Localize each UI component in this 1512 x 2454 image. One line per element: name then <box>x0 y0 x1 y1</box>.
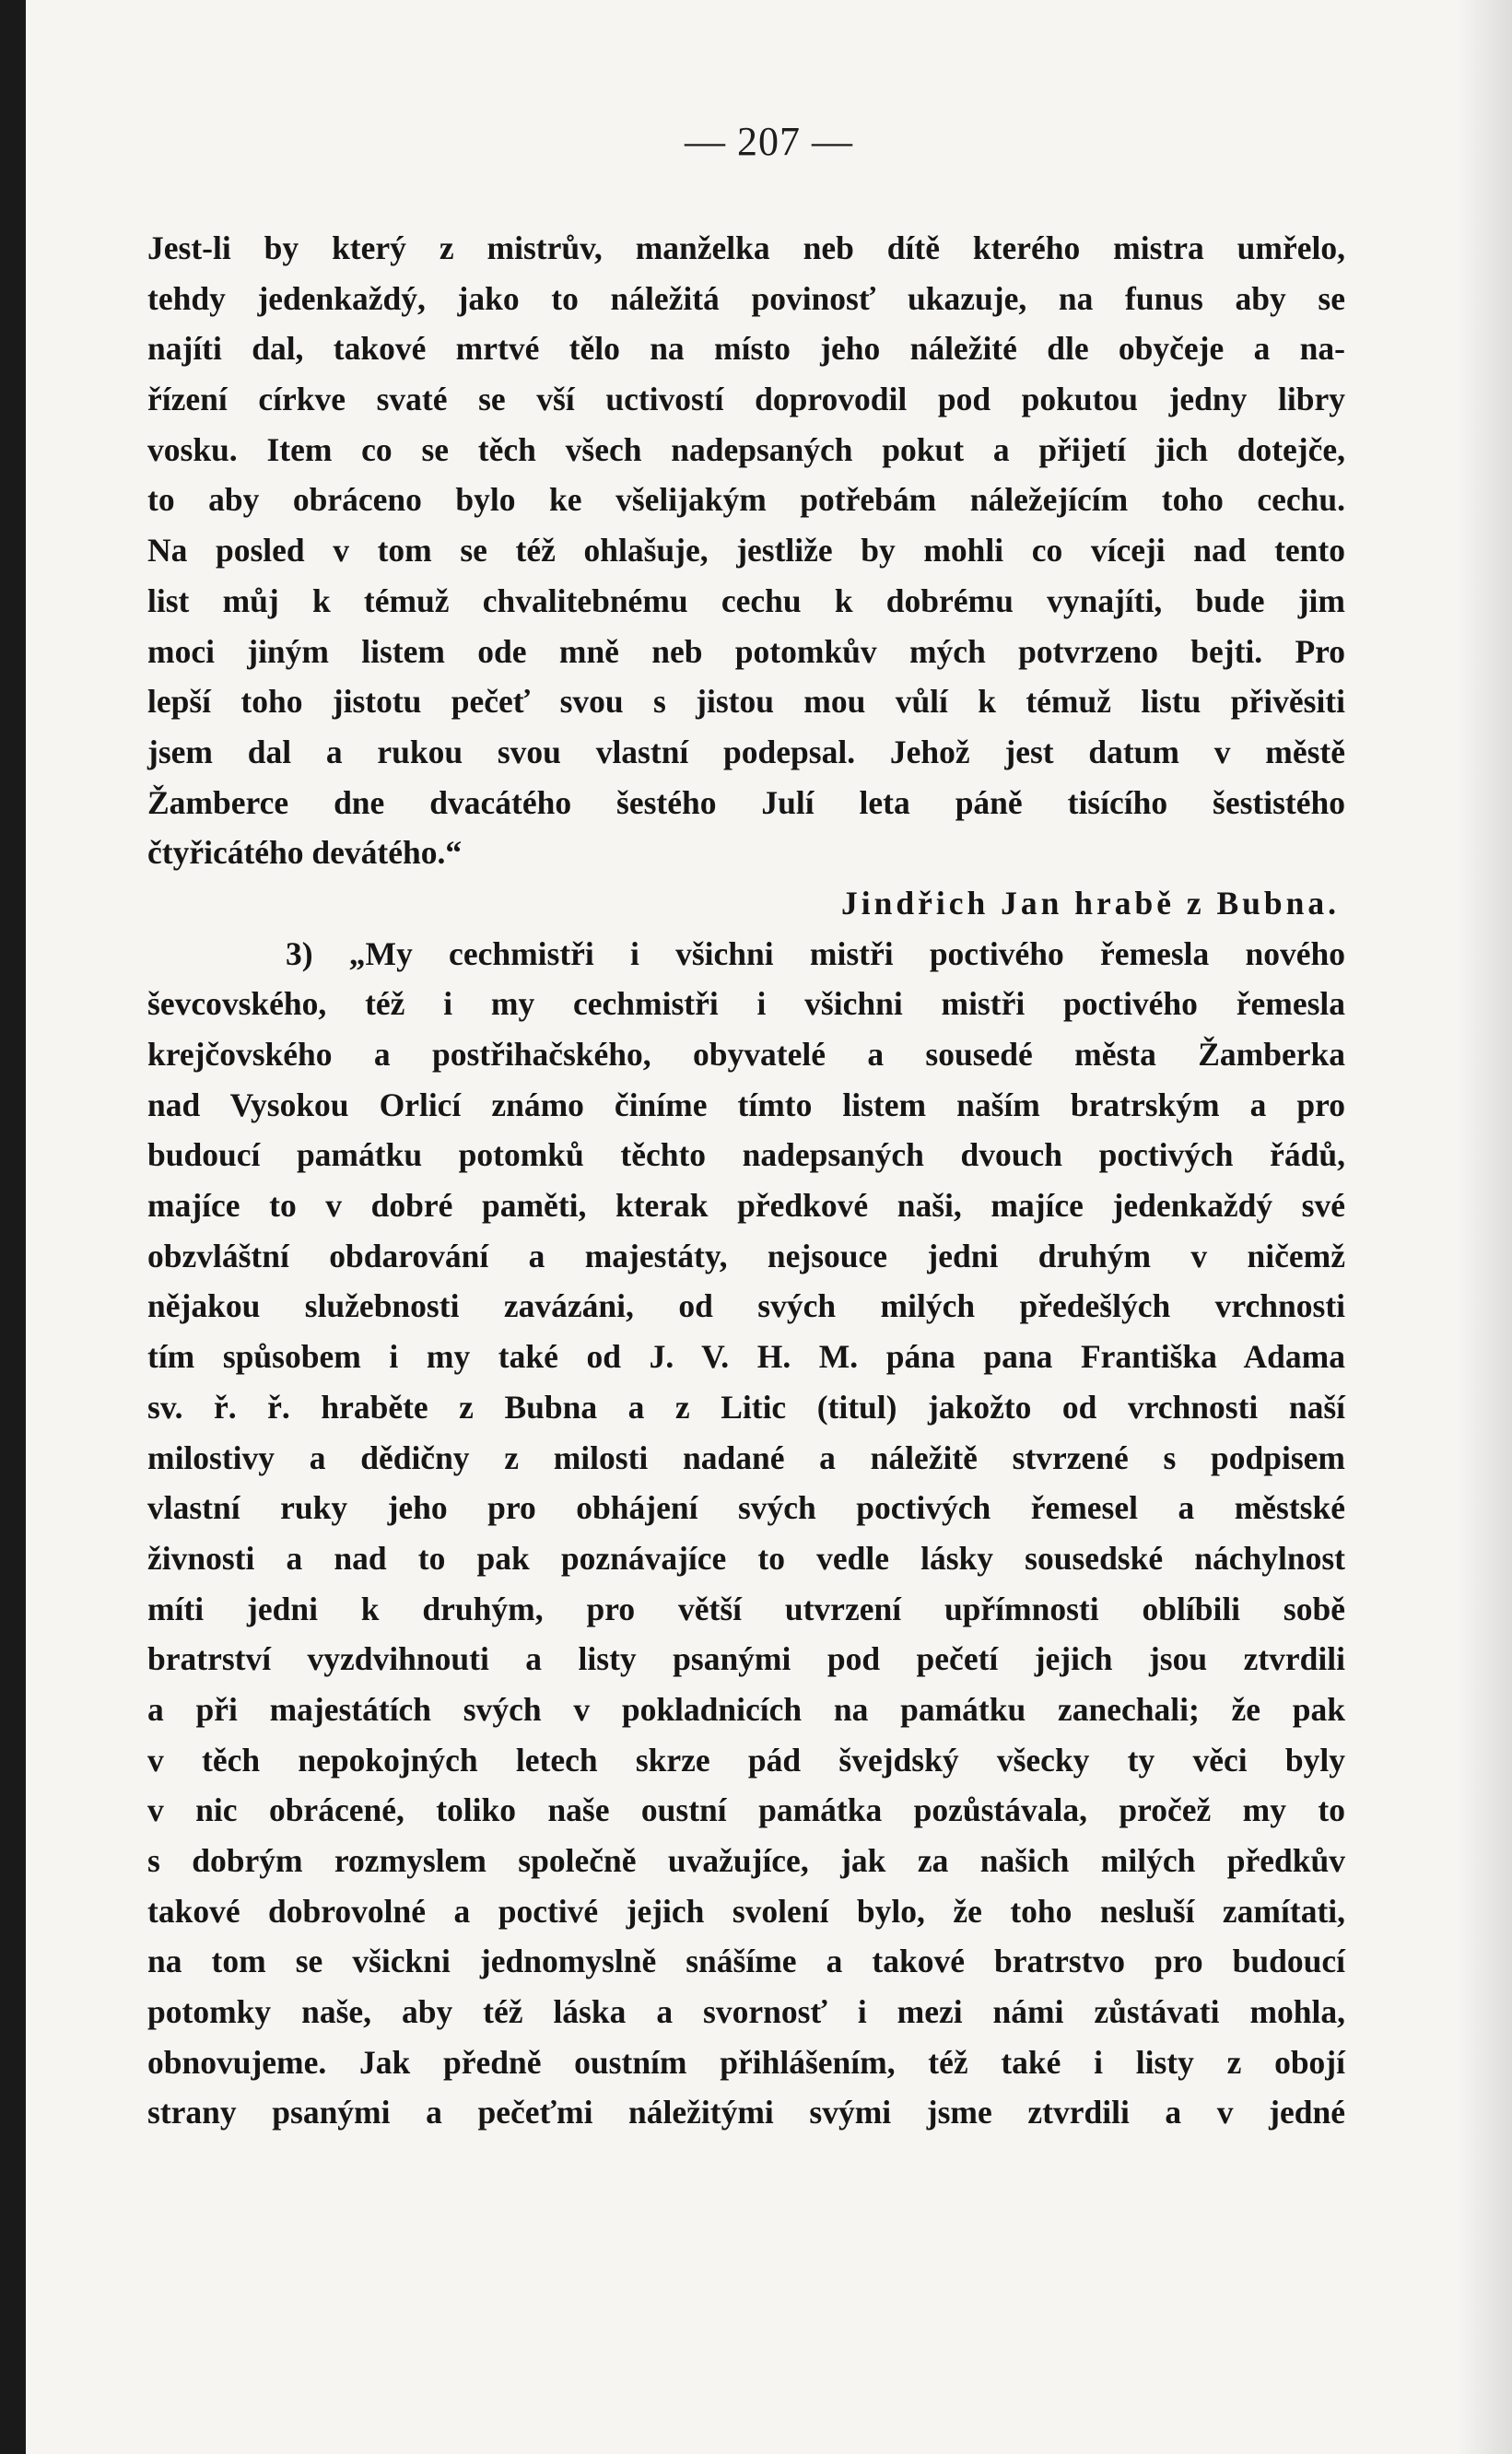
text-line: v nic obrácené, toliko naše oustní památka pozůstávala, pročež my to <box>147 1791 1345 1829</box>
paragraph-start-line: 3) „My cechmistři i všichni mistři poctivého řemesla nového <box>286 934 1345 972</box>
text-line: lepší toho jistotu pečeť svou s jistou mou vůlí k témuž listu přivěsiti <box>147 683 1345 721</box>
text-line: živnosti a nad to pak poznávajíce to vedle lásky sousedské náchylnost <box>147 1539 1345 1577</box>
text-line: s dobrým rozmyslem společně uvažujíce, jak za našich milých předkův <box>147 1842 1345 1879</box>
text-line: budoucí památku potomků těchto nadepsaných dvouch poctivých řádů, <box>147 1136 1345 1174</box>
text-line: najíti dal, takové mrtvé tělo na místo jeho náležité dle obyčeje a na- <box>147 330 1345 368</box>
text-line: míti jedni k druhým, pro větší utvrzení upřímnosti oblíbili sobě <box>147 1590 1345 1627</box>
text-line: tehdy jedenkaždý, jako to náležitá povinosť ukazuje, na funus aby se <box>147 279 1345 317</box>
text-line: nějakou služebnosti zavázáni, od svých milých předešlých vrchnosti <box>147 1287 1345 1325</box>
text-line: krejčovského a postřihačského, obyvatelé a sousedé města Žamberka <box>147 1036 1345 1073</box>
text-line: obzvláštní obdarování a majestáty, nejsouce jedni druhým v ničemž <box>147 1237 1345 1274</box>
text-line: to aby obráceno bylo ke všelijakým potřebám náležejícím toho cechu. <box>147 481 1345 519</box>
text-line: Žamberce dne dvacátého šestého Julí leta páně tisícího šestistého <box>147 783 1345 821</box>
page-edge-shadow <box>1457 0 1512 2454</box>
text-line: řízení církve svaté se vší uctivostí doprovodil pod pokutou jedny libry <box>147 381 1345 418</box>
text-line: a při majestátích svých v pokladnicích na památku zanechali; že pak <box>147 1690 1345 1728</box>
text-line: vlastní ruky jeho pro obhájení svých poctivých řemesel a městské <box>147 1489 1345 1527</box>
text-line: na tom se všickni jednomyslně snášíme a takové bratrstvo pro budoucí <box>147 1943 1345 1980</box>
text-line: potomky naše, aby též láska a svornosť i mezi námi zůstávati mohla, <box>147 1993 1345 2031</box>
text-line: obnovujeme. Jak předně oustním přihlášením, též také i listy z obojí <box>147 2043 1345 2081</box>
text-line: moci jiným listem ode mně neb potomkův mých potvrzeno bejti. Pro <box>147 632 1345 670</box>
text-line: Jest-li by který z mistrův, manželka neb dítě kterého mistra umřelo, <box>147 229 1345 266</box>
text-line: tím spůsobem i my také od J. V. H. M. pána pana Františka Adama <box>147 1338 1345 1376</box>
page-number: — 207 — <box>685 119 853 164</box>
text-line: sv. ř. ř. hraběte z Bubna a z Litic (titul) jakožto od vrchnosti naší <box>147 1388 1345 1426</box>
text-line: majíce to v dobré paměti, kterak předkové naši, majíce jedenkaždý své <box>147 1187 1345 1225</box>
text-line: bratrství vyzdvihnouti a listy psanými pod pečetí jejich jsou ztvrdili <box>147 1640 1345 1678</box>
text-line: vosku. Item co se těch všech nadepsaných pokut a přijetí jich dotejče, <box>147 430 1345 468</box>
text-line: v těch nepokojných letech skrze pád švejdský všecky ty věci byly <box>147 1741 1345 1779</box>
text-line: strany psanými a pečeťmi náležitými svými jsme ztvrdili a v jedné <box>147 2094 1345 2131</box>
text-line: nad Vysokou Orlicí známo činíme tímto listem naším bratrským a pro <box>147 1086 1345 1123</box>
text-line: takové dobrovolné a poctivé jejich svolení bylo, že toho nesluší zamítati, <box>147 1892 1345 1930</box>
text-line: milostivy a dědičny z milosti nadané a náležitě stvrzené s podpisem <box>147 1438 1345 1476</box>
text-line: list můj k témuž chvalitebnému cechu k dobrému vynajíti, bude jim <box>147 581 1345 619</box>
document-page <box>26 0 1512 2454</box>
text-line: jsem dal a rukou svou vlastní podepsal. Jehož jest datum v městě <box>147 733 1345 770</box>
body-text <box>147 223 1345 2138</box>
text-line: Na posled v tom se též ohlašuje, jestliže by mohli co víceji nad tento <box>147 532 1345 569</box>
text-line: ševcovského, též i my cechmistři i všichni mistři poctivého řemesla <box>147 985 1345 1023</box>
signature-line: Jindřich Jan hrabě z Bubna. <box>840 884 1340 922</box>
text-line: čtyřicátého devátého.“ <box>147 834 463 872</box>
